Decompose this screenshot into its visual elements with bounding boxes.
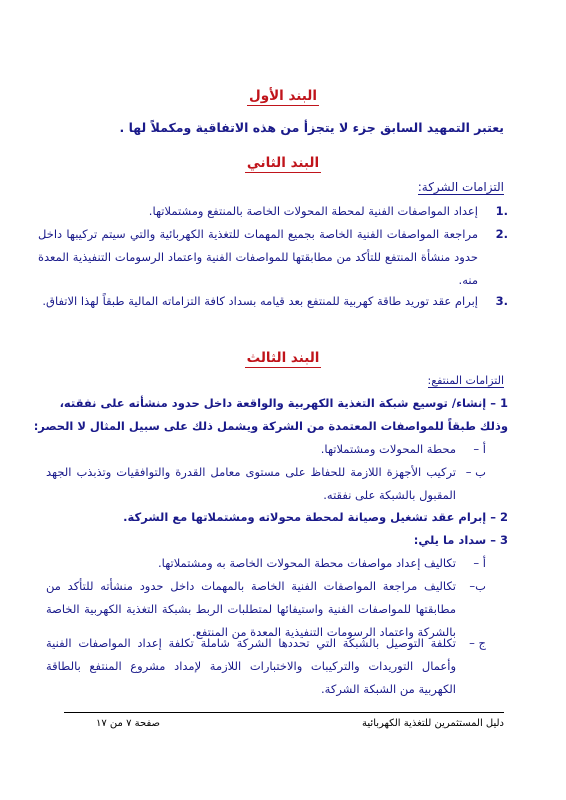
footer-divider: [64, 712, 504, 713]
company-obligation-2: [38, 223, 508, 292]
beneficiary-obligation-3c: [46, 632, 486, 701]
beneficiary-obligation-1: 1 – إنشاء/ توسيع شبكة التغذية الكهربية والواقعة داخل حدود منشأته على نفقته، وذلك طبقاً للمواصفات المعتمدة من الشركة ويشمل ذلك على سبيل المثال لا الحصر:: [33, 396, 508, 433]
item-number: .3: [495, 294, 508, 308]
clause3-subtitle: التزامات المنتفع:: [427, 374, 504, 387]
beneficiary-obligation-1b: [46, 461, 486, 507]
sub-item-text: تكلفة التوصيل بالشبكة التي تحددها الشركة شاملة تكلفة إعداد المواصفات الفنية وأعمال التوريدات والتركيبات والاختبارات اللازمة لإمداد مشروع المنتفع بالطاقة الكهربية من الشبكة الشركة.: [46, 636, 456, 696]
sub-item-mark: ب –: [465, 465, 486, 479]
footer-document-title: دليل المستثمرين للتغذية الكهربائية: [362, 718, 504, 729]
sub-item-mark: أ –: [473, 556, 486, 570]
clause2-subtitle: التزامات الشركة:: [417, 180, 504, 194]
beneficiary-obligation-3: 3 – سداد ما يلي:: [413, 533, 508, 547]
page-number: صفحة ٧ من ١٧: [96, 718, 160, 729]
company-obligation-3: [38, 290, 508, 313]
sub-item-mark: أ –: [473, 442, 486, 456]
sub-item-text: تكاليف إعداد مواصفات محطة المحولات الخاصة به ومشتملاتها.: [158, 556, 456, 570]
item-text: إعداد المواصفات الفنية لمحطة المحولات الخاصة بالمنتفع ومشتملاتها.: [148, 204, 478, 218]
company-obligation-1: [38, 200, 508, 223]
sub-item-text: محطة المحولات ومشتملاتها.: [320, 442, 456, 456]
clause2-title: البند الثاني: [246, 155, 320, 171]
sub-item-text: تكاليف مراجعة المواصفات الفنية الخاصة بالمهمات داخل حدود منشأته للتأكد من مطابقتها للمواصفات الفنية واستيفائها لمتطلبات الربط بشبكة التغذية الكهربية الخاصة بالشركة واعتماد الرسومات التنفيذية المعدة من المنتفع.: [46, 579, 456, 639]
sub-item-mark: ج –: [469, 636, 486, 650]
item-number: .1: [495, 204, 508, 218]
item-text: إبرام عقد توريد طاقة كهربية للمنتفع بعد قيامه بسداد كافة التزاماته المالية طبقاً لهذا الاتفاق.: [42, 294, 478, 308]
beneficiary-obligation-1a: [46, 438, 486, 461]
beneficiary-obligation-2: 2 – إبرام عقد تشغيل وصيانة لمحطة محولاته ومشتملاتها مع الشركة.: [123, 510, 508, 524]
sub-item-text: تركيب الأجهزة اللازمة للحفاظ على مستوى معامل القدرة والتوافقيات وتذبذب الجهد المقبول بالشبكة على نفقته.: [46, 465, 456, 502]
item-text: مراجعة المواصفات الفنية الخاصة بجميع المهمات للتغذية الكهربائية والتي سيتم تركيبها داخل حدود منشأة المنتفع للتأكد من مطابقتها للمواصفات الفنية واعتماد الرسومات التنفيذية المعدة منه.: [38, 227, 478, 287]
clause3-title: البند الثالث: [246, 350, 320, 366]
item-number: .2: [495, 227, 508, 241]
clause1-text: يعتبر التمهيد السابق جزء لا يتجزأ من هذه الاتفاقية ومكملاً لها .: [119, 120, 504, 135]
clause1-title: البند الأول: [248, 88, 317, 104]
beneficiary-obligation-3a: [46, 552, 486, 575]
sub-item-mark: ب–: [469, 579, 486, 593]
